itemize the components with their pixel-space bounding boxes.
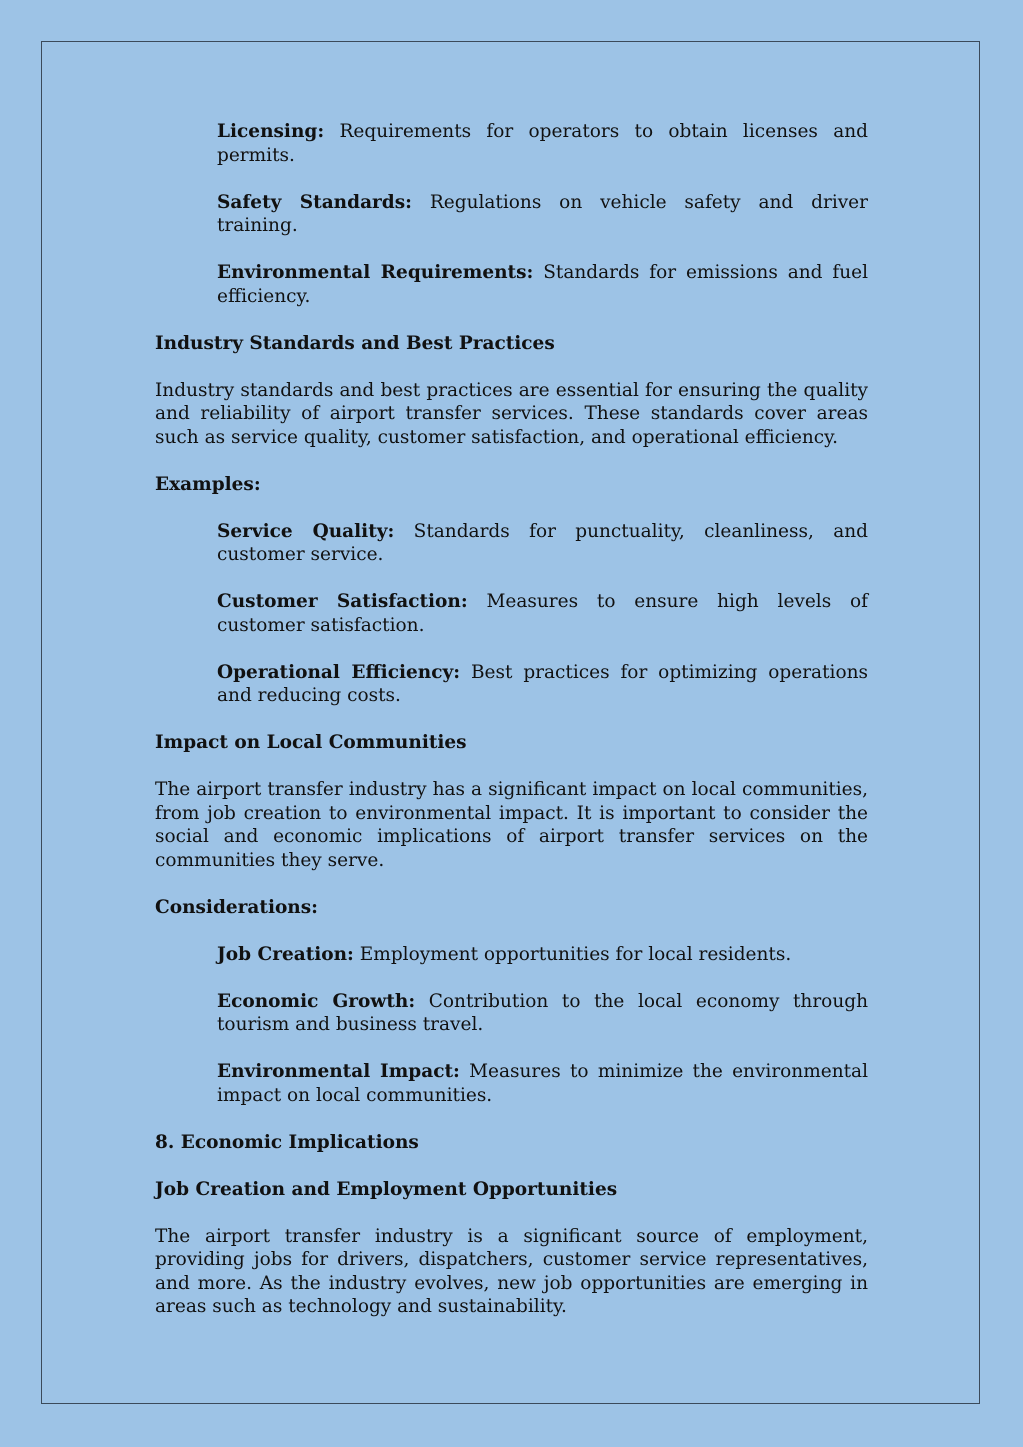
- list-item-customer-satisfaction: [217, 590, 868, 637]
- list-item-text: Employment opportunities for local residents.: [353, 943, 792, 965]
- list-item-job-creation: [217, 943, 868, 967]
- list-item-economic-growth: [217, 990, 868, 1037]
- list-item-text: Standards for punctuality, cleanliness, and customer service.: [217, 520, 868, 565]
- section-body-economic: The airport transfer industry is a significant source of employment, providing jobs for drivers, dispatchers, customer service representatives, and more. As the industry evolves, new job opportunities are emerging in areas such as technology and sustainability.: [155, 1225, 868, 1317]
- list-item-text: Best practices for optimizing operations and reducing costs.: [217, 661, 868, 706]
- list-item-term: Environmental Impact:: [217, 1061, 460, 1082]
- list-item-safety-standards: [217, 191, 868, 238]
- list-item-licensing: [217, 120, 868, 167]
- list-item-text: Standards for emissions and fuel efficiency.: [217, 262, 869, 307]
- list-item-environmental-requirements: [217, 261, 868, 308]
- section-heading-standards: Industry Standards and Best Practices: [155, 332, 555, 354]
- list-item-text: Contribution to the local economy through tourism and business travel.: [217, 990, 868, 1035]
- list-item-term: Customer Satisfaction:: [217, 591, 468, 612]
- list-item-term: Job Creation:: [217, 943, 354, 965]
- considerations-label: Considerations:: [155, 896, 319, 918]
- list-item-text: Measures to minimize the environmental impact on local communities.: [217, 1061, 869, 1106]
- section-body-standards: Industry standards and best practices are essential for ensuring the quality and reliability of airport transfer services. These standards cover areas such as service quality, customer satisfaction, and operational efficiency.: [155, 379, 868, 448]
- examples-label: Examples:: [155, 473, 261, 495]
- list-item-environmental-impact: [217, 1060, 868, 1107]
- list-item-text: Requirements for operators to obtain licenses and permits.: [217, 121, 868, 166]
- section-heading-economic: 8. Economic Implications: [155, 1131, 419, 1153]
- list-item-term: Environmental Requirements:: [217, 262, 534, 283]
- list-item-term: Operational Efficiency:: [217, 661, 461, 683]
- list-item-text: Regulations on vehicle safety and driver training.: [217, 191, 868, 236]
- list-item-term: Economic Growth:: [217, 990, 416, 1012]
- section-heading-communities: Impact on Local Communities: [155, 732, 467, 753]
- list-item-term: Service Quality:: [217, 520, 395, 542]
- subsection-heading-job-creation: Job Creation and Employment Opportunities: [155, 1178, 618, 1200]
- document-body: [155, 120, 868, 1342]
- list-item-text: Measures to ensure high levels of customer satisfaction.: [217, 591, 868, 636]
- list-item-operational-efficiency: [217, 661, 868, 708]
- list-item-term: Safety Standards:: [217, 191, 412, 213]
- section-body-communities: The airport transfer industry has a significant impact on local communities, from job creation to environmental impact. It is important to consider the social and economic implications of airport transfer services on the communities they serve.: [155, 779, 868, 871]
- list-item-service-quality: [217, 520, 868, 567]
- list-item-term: Licensing:: [217, 121, 325, 142]
